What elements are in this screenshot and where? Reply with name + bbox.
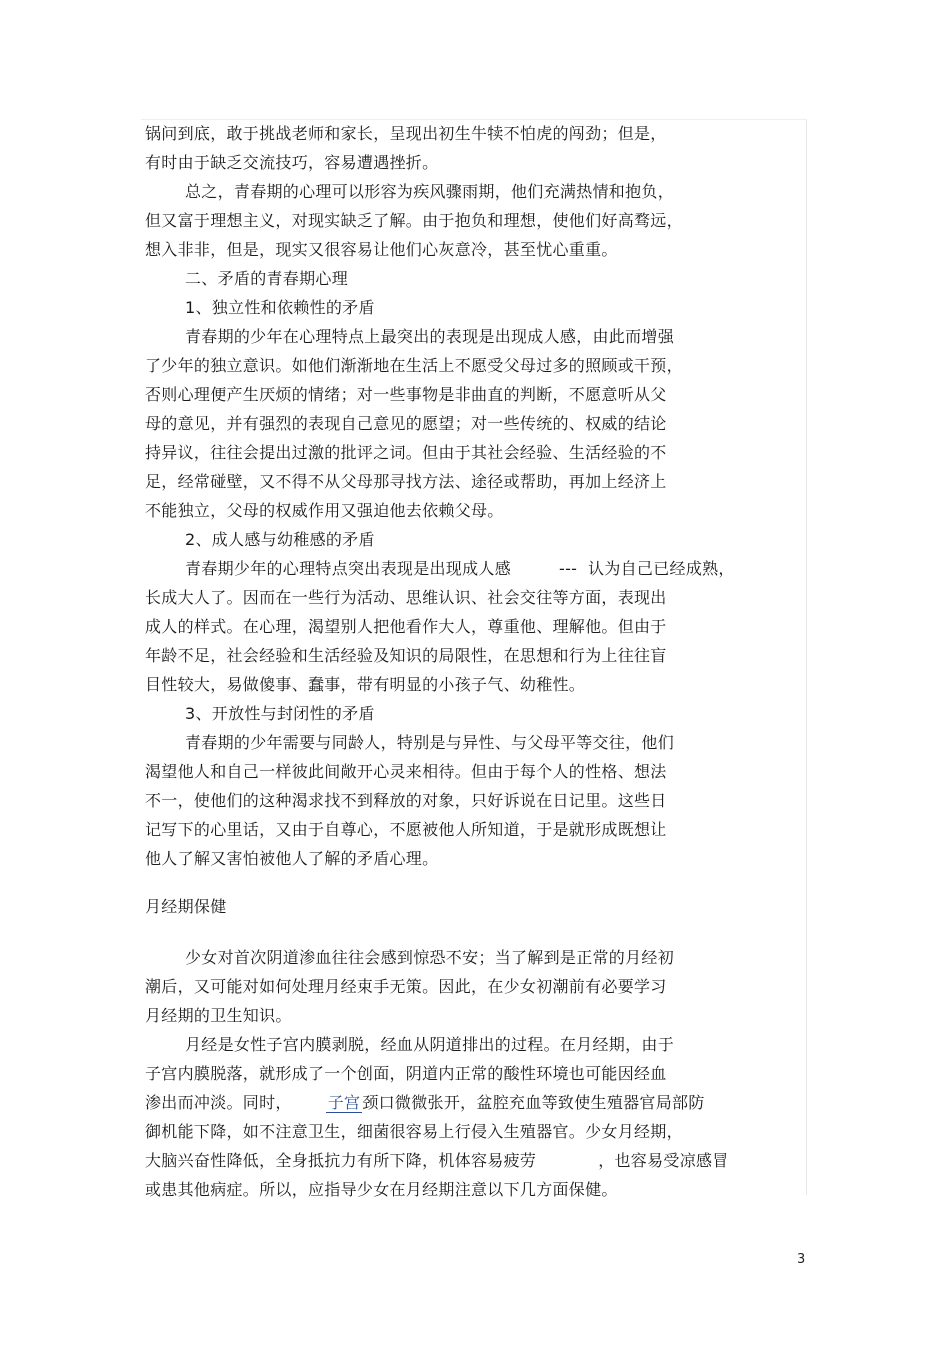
text-line: 目性较大，易做傻事、蠢事，带有明显的小孩子气、幼稚性。 (145, 675, 586, 694)
spacer (145, 873, 795, 892)
text-line: 记写下的心里话，又由于自尊心，不愿被他人所知道，于是就形成既想让 (145, 820, 667, 839)
text-segment: 青春期少年的心理特点突出表现是出现成人感 (185, 559, 512, 578)
text-segment: 大脑兴奋性降低，全身抵抗力有所下降，机体容易疲劳 (145, 1151, 537, 1170)
text-segment: 渗出而冲淡。同时， (145, 1093, 292, 1112)
text-line: 子宫内膜脱落，就形成了一个创面，阴道内正常的酸性环境也可能因经血 (145, 1064, 667, 1083)
text-line (145, 1146, 795, 1175)
text-line: 年龄不足，社会经验和生活经验及知识的局限性，在思想和行为上往往盲 (145, 646, 667, 665)
text-line (145, 554, 795, 583)
text-line: 了少年的独立意识。如他们渐渐地在生活上不愿受父母过多的照顾或干预， (145, 356, 683, 375)
section-heading: 二、矛盾的青春期心理 (185, 269, 349, 288)
text-line: 想入非非，但是，现实又很容易让他们心灰意冷，甚至忧心重重。 (145, 240, 618, 259)
text-line: 青春期的少年在心理特点上最突出的表现是出现成人感，由此而增强 (185, 327, 675, 346)
text-line: 否则心理便产生厌烦的情绪；对一些事物是非曲直的判断，不愿意听从父 (145, 385, 667, 404)
document-body (145, 119, 795, 1204)
text-line: 或患其他病症。所以，应指导少女在月经期注意以下几方面保健。 (145, 1180, 618, 1199)
text-line: 但又富于理想主义，对现实缺乏了解。由于抱负和理想，使他们好高骛远， (145, 211, 683, 230)
text-line: 少女对首次阴道渗血往往会感到惊恐不安；当了解到是正常的月经初 (185, 948, 675, 967)
text-segment: 认为自己已经成熟， (588, 559, 735, 578)
text-segment: ，也容易受凉感冒 (598, 1151, 729, 1170)
spacer (145, 921, 795, 943)
dash-separator: --- (559, 559, 578, 578)
text-line: 长成大人了。因而在一些行为活动、思维认识、社会交往等方面，表现出 (145, 588, 667, 607)
text-line: 潮后，又可能对如何处理月经束手无策。因此，在少女初潮前有必要学习 (145, 977, 667, 996)
text-line: 他人了解又害怕被他人了解的矛盾心理。 (145, 849, 439, 868)
section-title: 月经期保健 (145, 897, 227, 916)
text-line: 持异议，往往会提出过激的批评之词。但由于其社会经验、生活经验的不 (145, 443, 667, 462)
text-line: 不能独立，父母的权威作用又强迫他去依赖父母。 (145, 501, 504, 520)
text-line: 成人的样式。在心理，渴望别人把他看作大人，尊重他、理解他。但由于 (145, 617, 667, 636)
text-line: 月经是女性子宫内膜剥脱，经血从阴道排出的过程。在月经期，由于 (185, 1035, 675, 1054)
text-line: 总之，青春期的心理可以形容为疾风骤雨期，他们充满热情和抱负， (185, 182, 675, 201)
text-line: 母的意见，并有强烈的表现自己意见的愿望；对一些传统的、权威的结论 (145, 414, 667, 433)
text-line: 御机能下降，如不注意卫生，细菌很容易上行侵入生殖器官。少女月经期， (145, 1122, 683, 1141)
subsection-heading: 3、开放性与封闭性的矛盾 (185, 704, 375, 723)
text-line: 有时由于缺乏交流技巧，容易遭遇挫折。 (145, 153, 439, 172)
text-segment: 颈口微微张开，盆腔充血等致使生殖器官局部防 (362, 1093, 705, 1112)
uterus-link[interactable]: 子宫 (327, 1093, 361, 1112)
text-line: 渴望他人和自己一样彼此间敞开心灵来相待。但由于每个人的性格、想法 (145, 762, 667, 781)
text-line: 锅问到底，敢于挑战老师和家长，呈现出初生牛犊不怕虎的闯劲；但是， (145, 124, 667, 143)
text-line: 月经期的卫生知识。 (145, 1006, 292, 1025)
text-line: 足，经常碰壁，又不得不从父母那寻找方法、途径或帮助，再加上经济上 (145, 472, 667, 491)
subsection-heading: 2、成人感与幼稚感的矛盾 (185, 530, 375, 549)
subsection-heading: 1、独立性和依赖性的矛盾 (185, 298, 375, 317)
text-line: 青春期的少年需要与同龄人，特别是与异性、与父母平等交往，他们 (185, 733, 675, 752)
text-line: 不一，使他们的这种渴求找不到释放的对象，只好诉说在日记里。这些日 (145, 791, 667, 810)
page-number: 3 (797, 1252, 806, 1267)
text-line (145, 1088, 795, 1117)
